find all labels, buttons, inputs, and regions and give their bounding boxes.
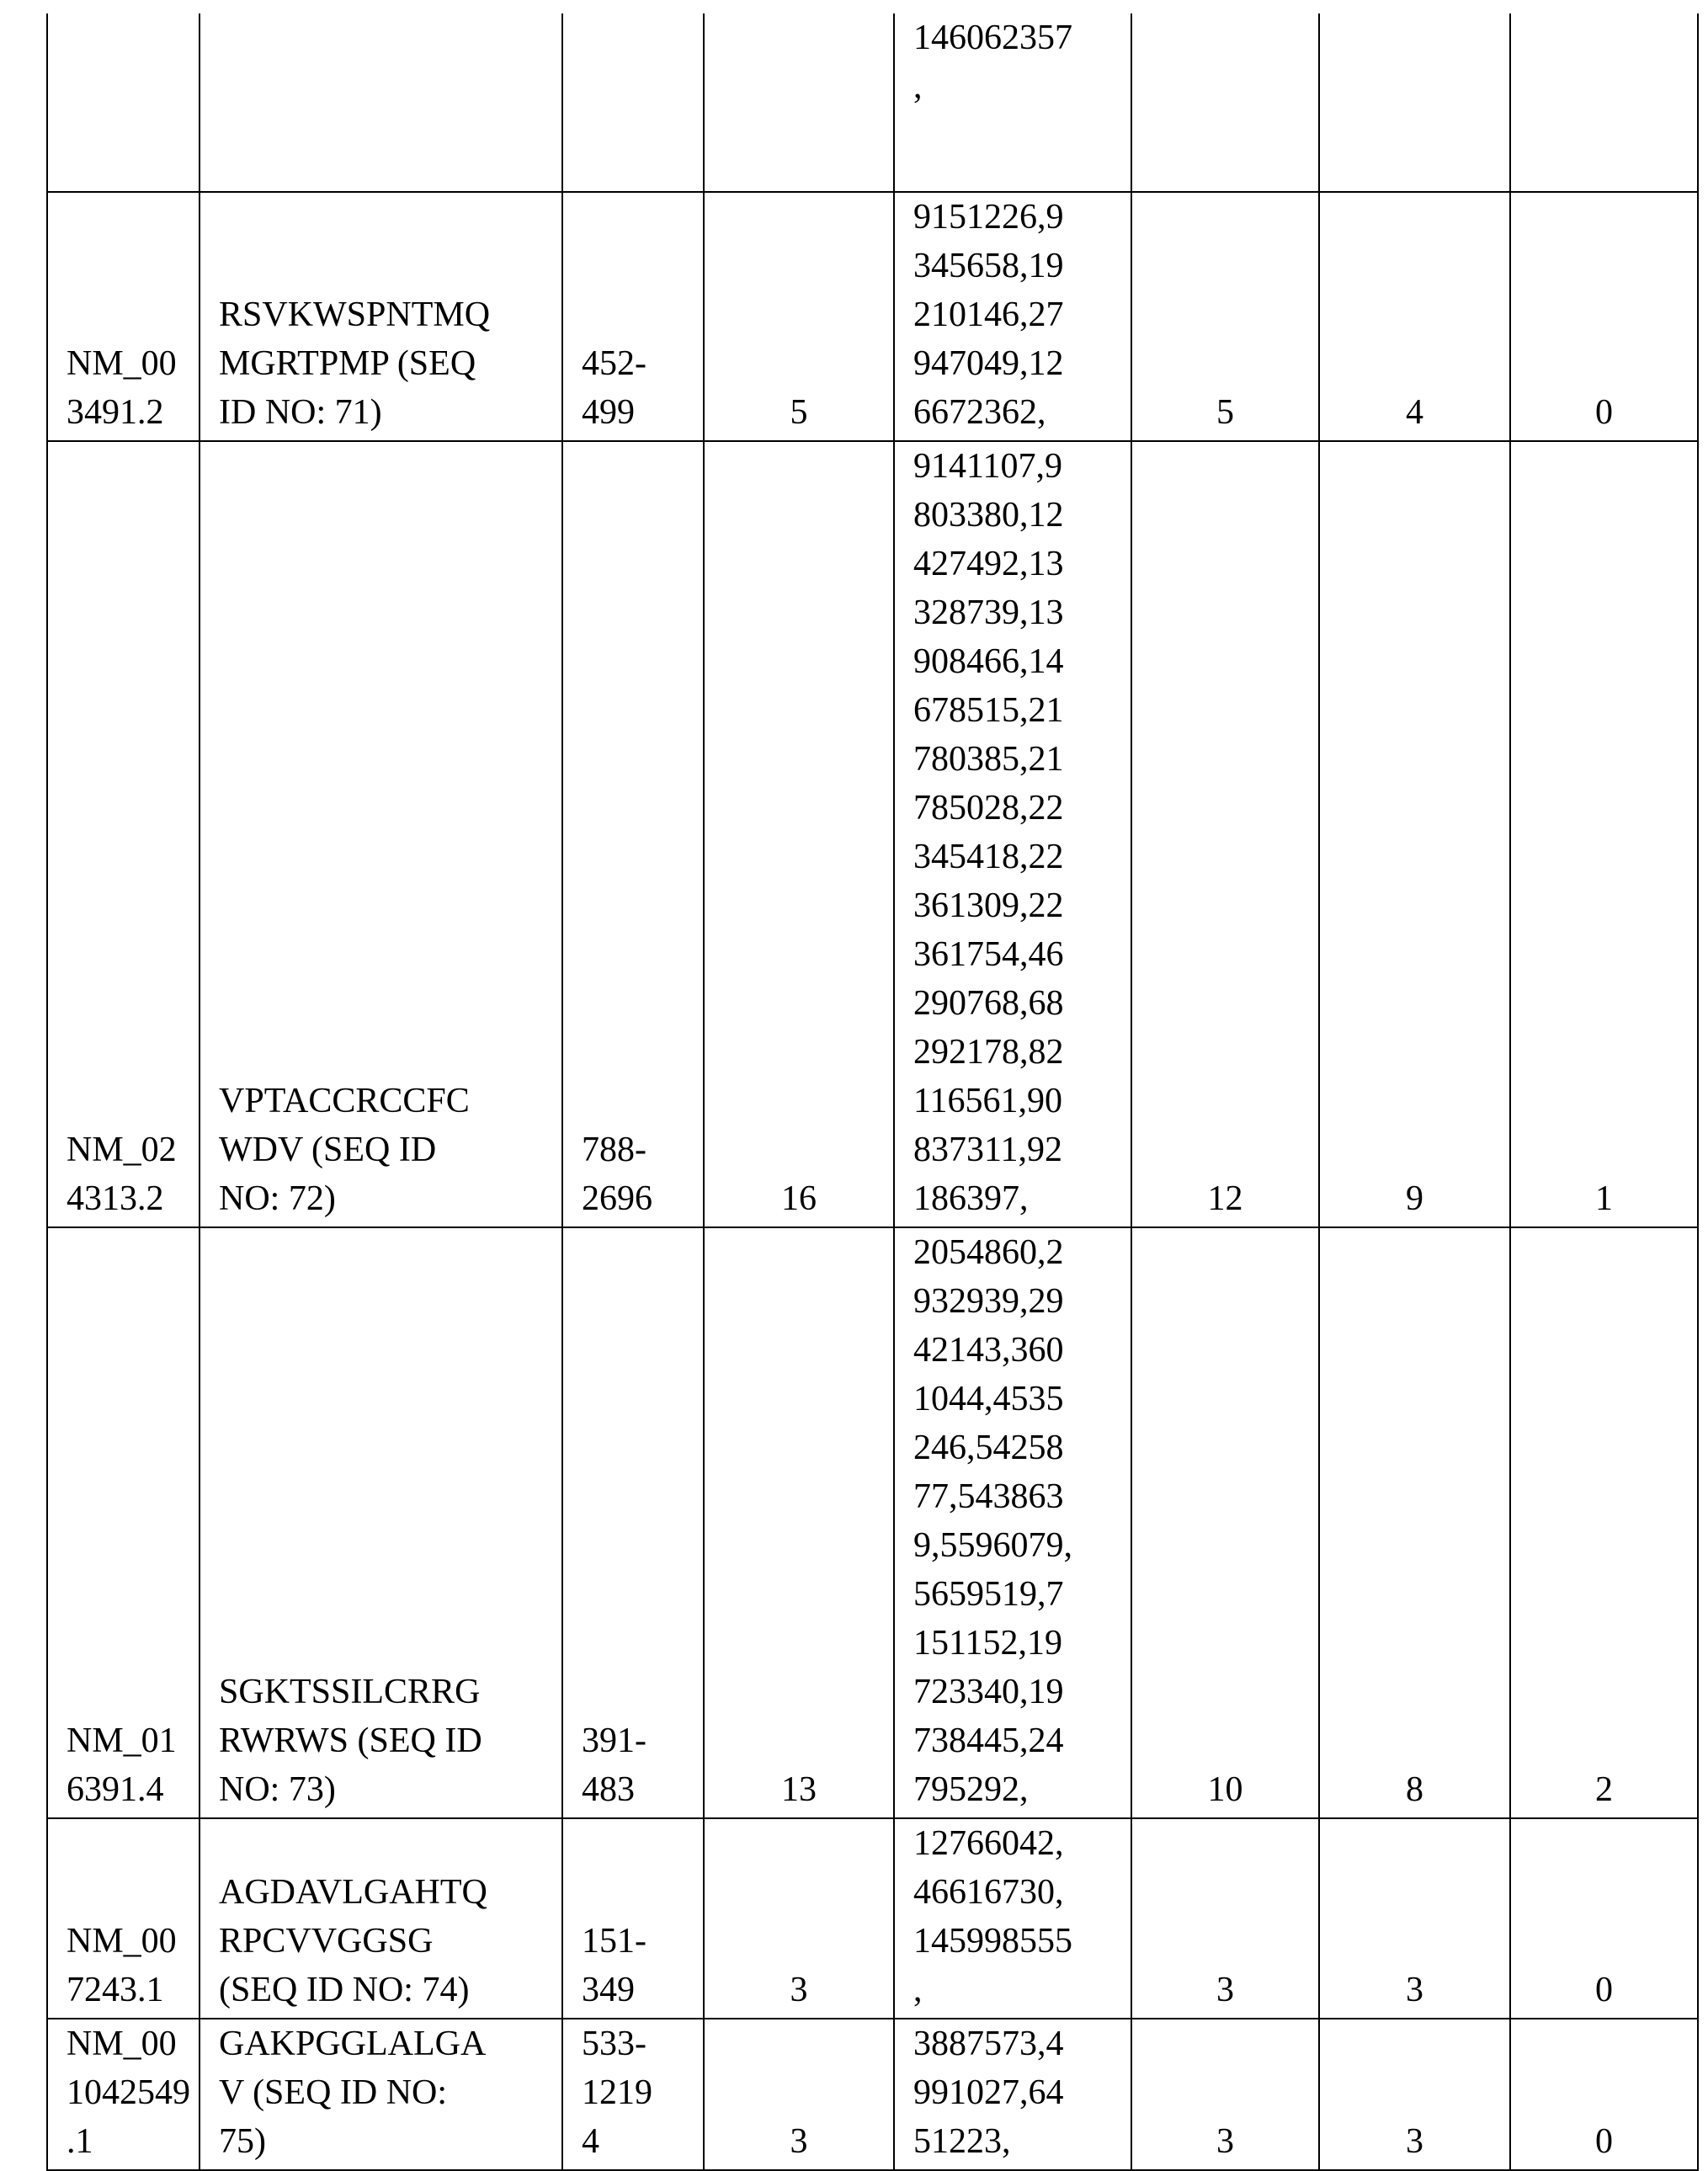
cell-position: 452- 499 [562,192,704,441]
cell-c5 [1131,13,1319,192]
data-table [46,13,1699,2171]
cell-c5: 5 [1131,192,1319,441]
cell-c7: 0 [1510,192,1698,441]
cell-peptide [200,13,562,192]
cell-c6: 8 [1319,1227,1510,1818]
table-row [47,441,1698,1227]
cell-accession: NM_00 7243.1 [47,1818,200,2019]
cell-peptide: VPTACCRCCFC WDV (SEQ ID NO: 72) [200,441,562,1227]
cell-peptide: GAKPGGLALGA V (SEQ ID NO: 75) [200,2019,562,2170]
cell-refs: 9141107,9 803380,12 427492,13 328739,13 908466,14 678515,21 780385,21 785028,22 345418,22 361309,22 361754,46 290768,68 292178,82 116561,90 837311,92 186397, [894,441,1131,1227]
cell-c6 [1319,13,1510,192]
cell-c5: 3 [1131,1818,1319,2019]
cell-refs: 9151226,9 345658,19 210146,27 947049,12 6672362, [894,192,1131,441]
cell-accession: NM_01 6391.4 [47,1227,200,1818]
cell-position: 788- 2696 [562,441,704,1227]
cell-c7: 0 [1510,1818,1698,2019]
cell-peptide: RSVKWSPNTMQ MGRTPMP (SEQ ID NO: 71) [200,192,562,441]
cell-position: 533- 1219 4 [562,2019,704,2170]
cell-position [562,13,704,192]
cell-c7 [1510,13,1698,192]
cell-peptide: SGKTSSILCRRG RWRWS (SEQ ID NO: 73) [200,1227,562,1818]
cell-c5: 10 [1131,1227,1319,1818]
cell-count: 13 [704,1227,894,1818]
table-row [47,2019,1698,2170]
cell-c7: 1 [1510,441,1698,1227]
cell-c7: 2 [1510,1227,1698,1818]
cell-refs: 146062357 , [894,13,1131,192]
table-row [47,192,1698,441]
cell-c5: 12 [1131,441,1319,1227]
cell-c6: 9 [1319,441,1510,1227]
cell-refs: 3887573,4 991027,64 51223, [894,2019,1131,2170]
cell-c7: 0 [1510,2019,1698,2170]
cell-count [704,13,894,192]
table-row [47,13,1698,192]
cell-count: 16 [704,441,894,1227]
cell-c6: 3 [1319,1818,1510,2019]
table-row [47,1818,1698,2019]
cell-count: 5 [704,192,894,441]
cell-c5: 3 [1131,2019,1319,2170]
cell-accession: NM_00 3491.2 [47,192,200,441]
cell-accession: NM_02 4313.2 [47,441,200,1227]
cell-accession [47,13,200,192]
cell-refs: 12766042, 46616730, 145998555 , [894,1818,1131,2019]
cell-peptide: AGDAVLGAHTQ RPCVVGGSG (SEQ ID NO: 74) [200,1818,562,2019]
cell-count: 3 [704,2019,894,2170]
cell-count: 3 [704,1818,894,2019]
table-row [47,1227,1698,1818]
cell-accession: NM_00 1042549 .1 [47,2019,200,2170]
cell-c6: 4 [1319,192,1510,441]
cell-position: 151- 349 [562,1818,704,2019]
cell-c6: 3 [1319,2019,1510,2170]
cell-refs: 2054860,2 932939,29 42143,360 1044,4535 246,54258 77,543863 9,5596079, 5659519,7 151152,19 723340,19 738445,24 795292, [894,1227,1131,1818]
cell-position: 391- 483 [562,1227,704,1818]
